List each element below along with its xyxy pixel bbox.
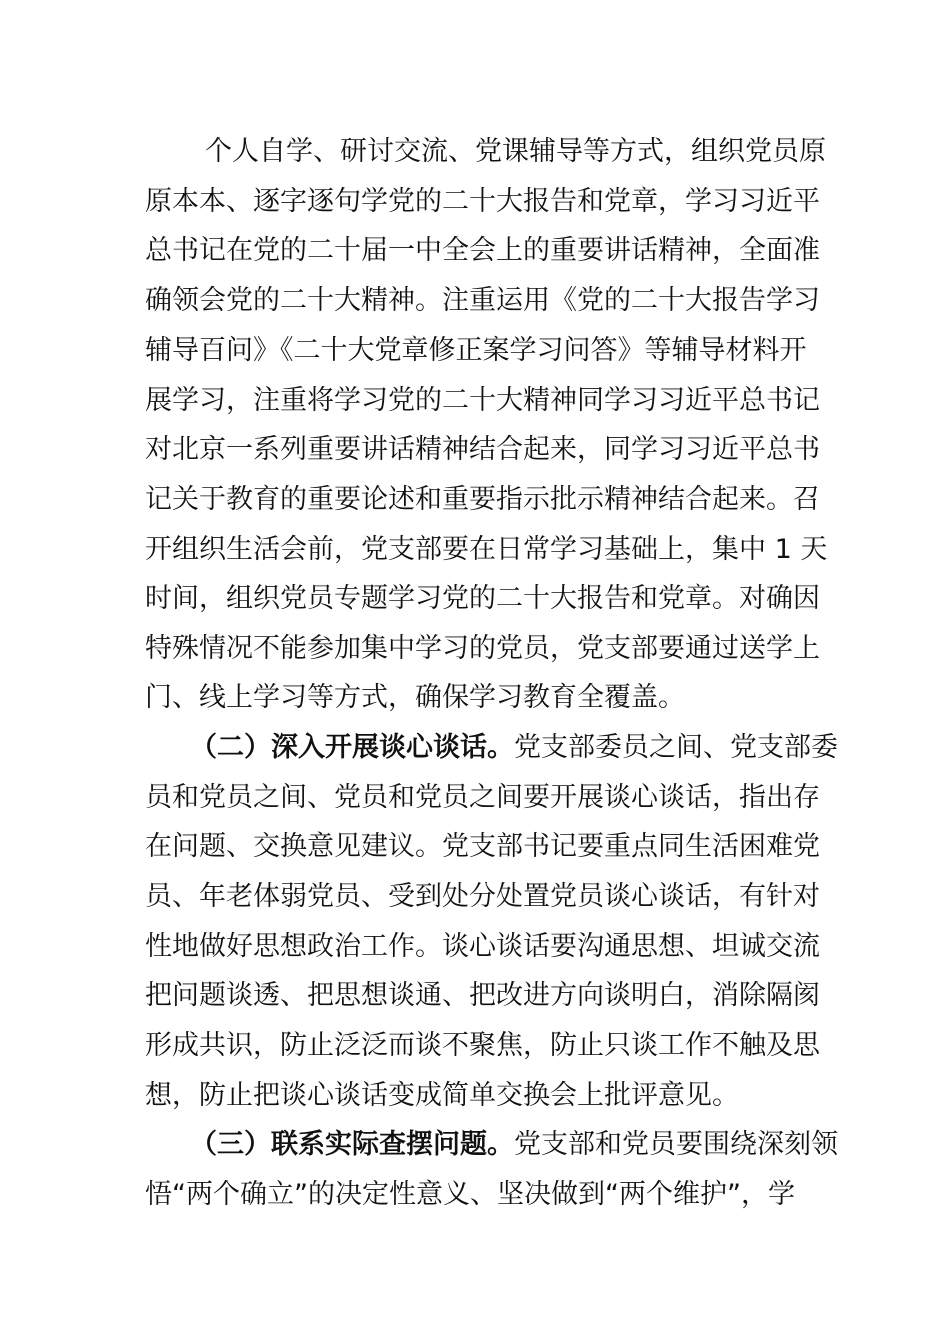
body-text-line: 总书记在党的二十届一中全会上的重要讲话精神，全面准 — [145, 235, 820, 266]
paragraph-first-line — [190, 1120, 838, 1170]
body-text-line: 门、线上学习等方式，确保学习教育全覆盖。 — [145, 682, 685, 713]
body-text-line: 个人自学、研讨交流、党课辅导等方式，组织党员原 — [205, 136, 826, 167]
body-text-line: 辅导百问》《二十大党章修正案学习问答》等辅导材料开 — [145, 335, 807, 366]
body-text-line: 开组织生活会前，党支部要在日常学习基础上，集中 1 天 — [145, 534, 828, 565]
body-text-line: 把问题谈透、把思想谈通、把改进方向谈明白，消除隔阂 — [145, 980, 820, 1011]
body-text-fragment: 党支部委员之间、党支部委 — [514, 732, 838, 763]
section-heading: （三）联系实际查摆问题。 — [190, 1129, 514, 1160]
body-text-line: 原本本、逐字逐句学党的二十大报告和党章，学习习近平 — [145, 186, 820, 217]
paragraph-first-line — [190, 723, 838, 773]
body-text-fragment: 党支部和党员要围绕深刻领 — [514, 1129, 838, 1160]
body-text-line: 在问题、交换意见建议。党支部书记要重点同生活困难党 — [145, 831, 820, 862]
section-heading: （二）深入开展谈心谈话。 — [190, 732, 514, 763]
body-text-line: 想，防止把谈心谈话变成简单交换会上批评意见。 — [145, 1080, 739, 1111]
body-text-line: 展学习，注重将学习党的二十大精神同学习习近平总书记 — [145, 385, 820, 416]
body-text-line: 记关于教育的重要论述和重要指示批示精神结合起来。召 — [145, 484, 820, 515]
body-text-line: 形成共识，防止泛泛而谈不聚焦，防止只谈工作不触及思 — [145, 1030, 820, 1061]
body-text-line: 对北京一系列重要讲话精神结合起来，同学习习近平总书 — [145, 434, 820, 465]
body-text-line: 悟“两个确立”的决定性意义、坚决做到“两个维护”，学 — [145, 1179, 795, 1210]
body-text-line: 特殊情况不能参加集中学习的党员，党支部要通过送学上 — [145, 633, 820, 664]
body-text-line: 性地做好思想政治工作。谈心谈话要沟通思想、坦诚交流 — [145, 931, 820, 962]
body-text-line: 确领会党的二十大精神。注重运用《党的二十大报告学习 — [145, 285, 820, 316]
body-text-line: 员、年老体弱党员、受到处分处置党员谈心谈话，有针对 — [145, 881, 820, 912]
body-text-line: 时间，组织党员专题学习党的二十大报告和党章。对确因 — [145, 583, 820, 614]
body-text-line: 员和党员之间、党员和党员之间要开展谈心谈话，指出存 — [145, 782, 820, 813]
